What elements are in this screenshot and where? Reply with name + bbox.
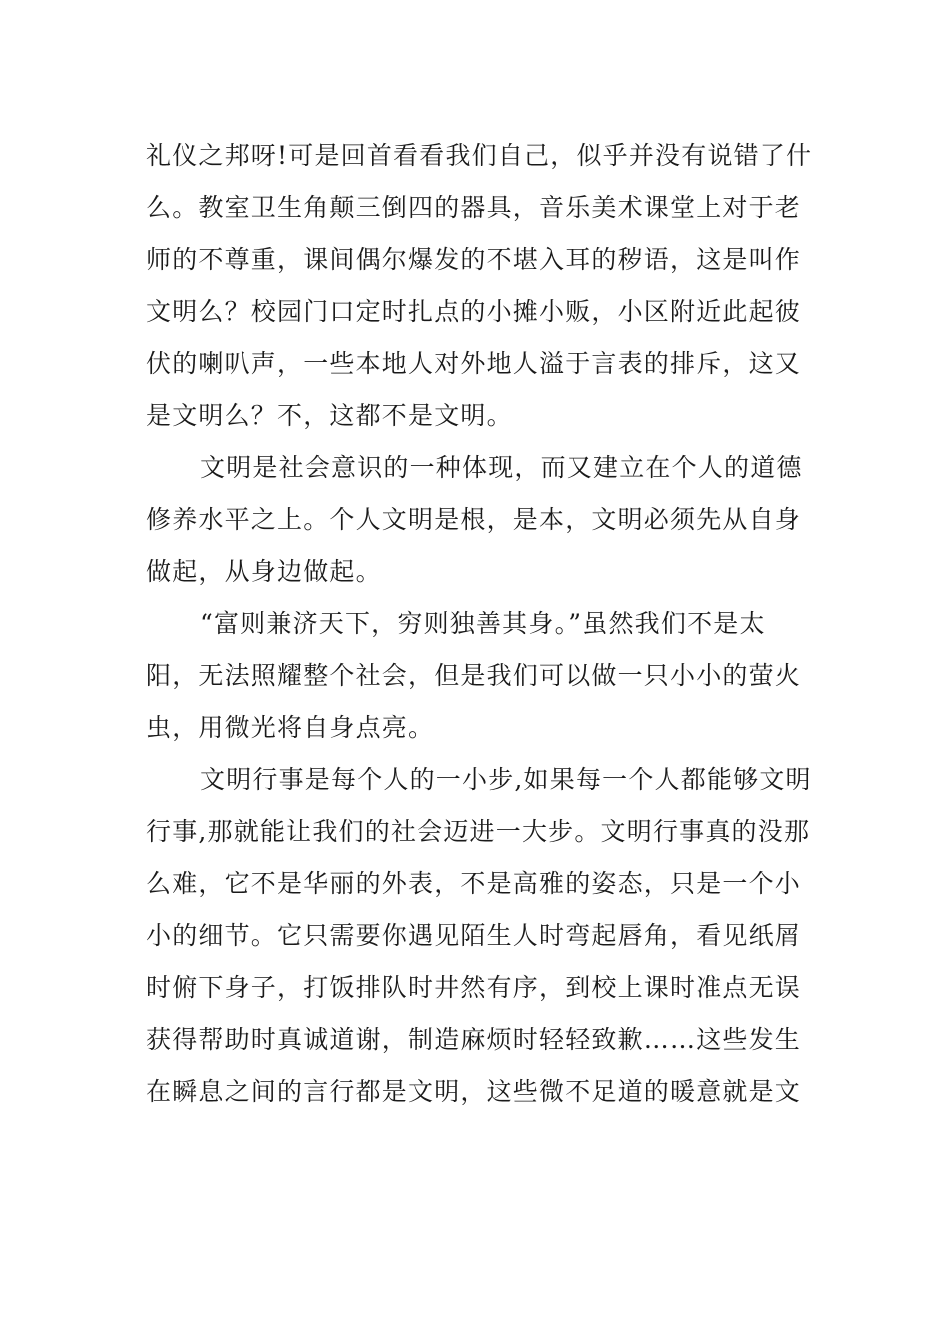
text-line: 做起，从身边做起。 (146, 557, 382, 586)
text-line: 修养水平之上。个人文明是根，是本，文明必须先从自身 (146, 505, 802, 534)
paragraph-first-line: 文明是社会意识的一种体现，而又建立在个人的道德 (200, 453, 803, 482)
text-line: 师的不尊重，课间偶尔爆发的不堪入耳的秽语，这是叫作 (146, 245, 802, 274)
text-line: 礼仪之邦呀!可是回首看看我们自己，似乎并没有说错了什 (146, 141, 813, 170)
text-line: 是文明么？不，这都不是文明。 (146, 401, 513, 430)
paragraph-first-line: 文明行事是每个人的一小步,如果每一个人都能够文明 (200, 765, 812, 794)
text-line: 文明么？校园门口定时扎点的小摊小贩，小区附近此起彼 (146, 297, 802, 326)
text-line: 么。教室卫生角颠三倒四的器具，音乐美术课堂上对于老 (146, 193, 802, 222)
text-line: 么难，它不是华丽的外表，不是高雅的姿态，只是一个小 (146, 869, 802, 898)
text-line: 阳，无法照耀整个社会，但是我们可以做一只小小的萤火 (146, 661, 802, 690)
text-line: 获得帮助时真诚道谢，制造麻烦时轻轻致歉……这些发生 (146, 1025, 802, 1054)
text-line: 行事,那就能让我们的社会迈进一大步。文明行事真的没那 (146, 817, 811, 846)
text-line: 伏的喇叭声，一些本地人对外地人溢于言表的排斥，这又 (146, 349, 802, 378)
document-body-text (146, 130, 816, 1118)
text-line: 小的细节。它只需要你遇见陌生人时弯起唇角，看见纸屑 (146, 921, 802, 950)
text-line: 在瞬息之间的言行都是文明，这些微不足道的暖意就是文 (146, 1077, 802, 1106)
text-line: 虫，用微光将自身点亮。 (146, 713, 435, 742)
paragraph-first-line: “富则兼济天下，穷则独善其身。”虽然我们不是太 (200, 609, 766, 638)
text-line: 时俯下身子，打饭排队时井然有序，到校上课时准点无误 (146, 973, 802, 1002)
